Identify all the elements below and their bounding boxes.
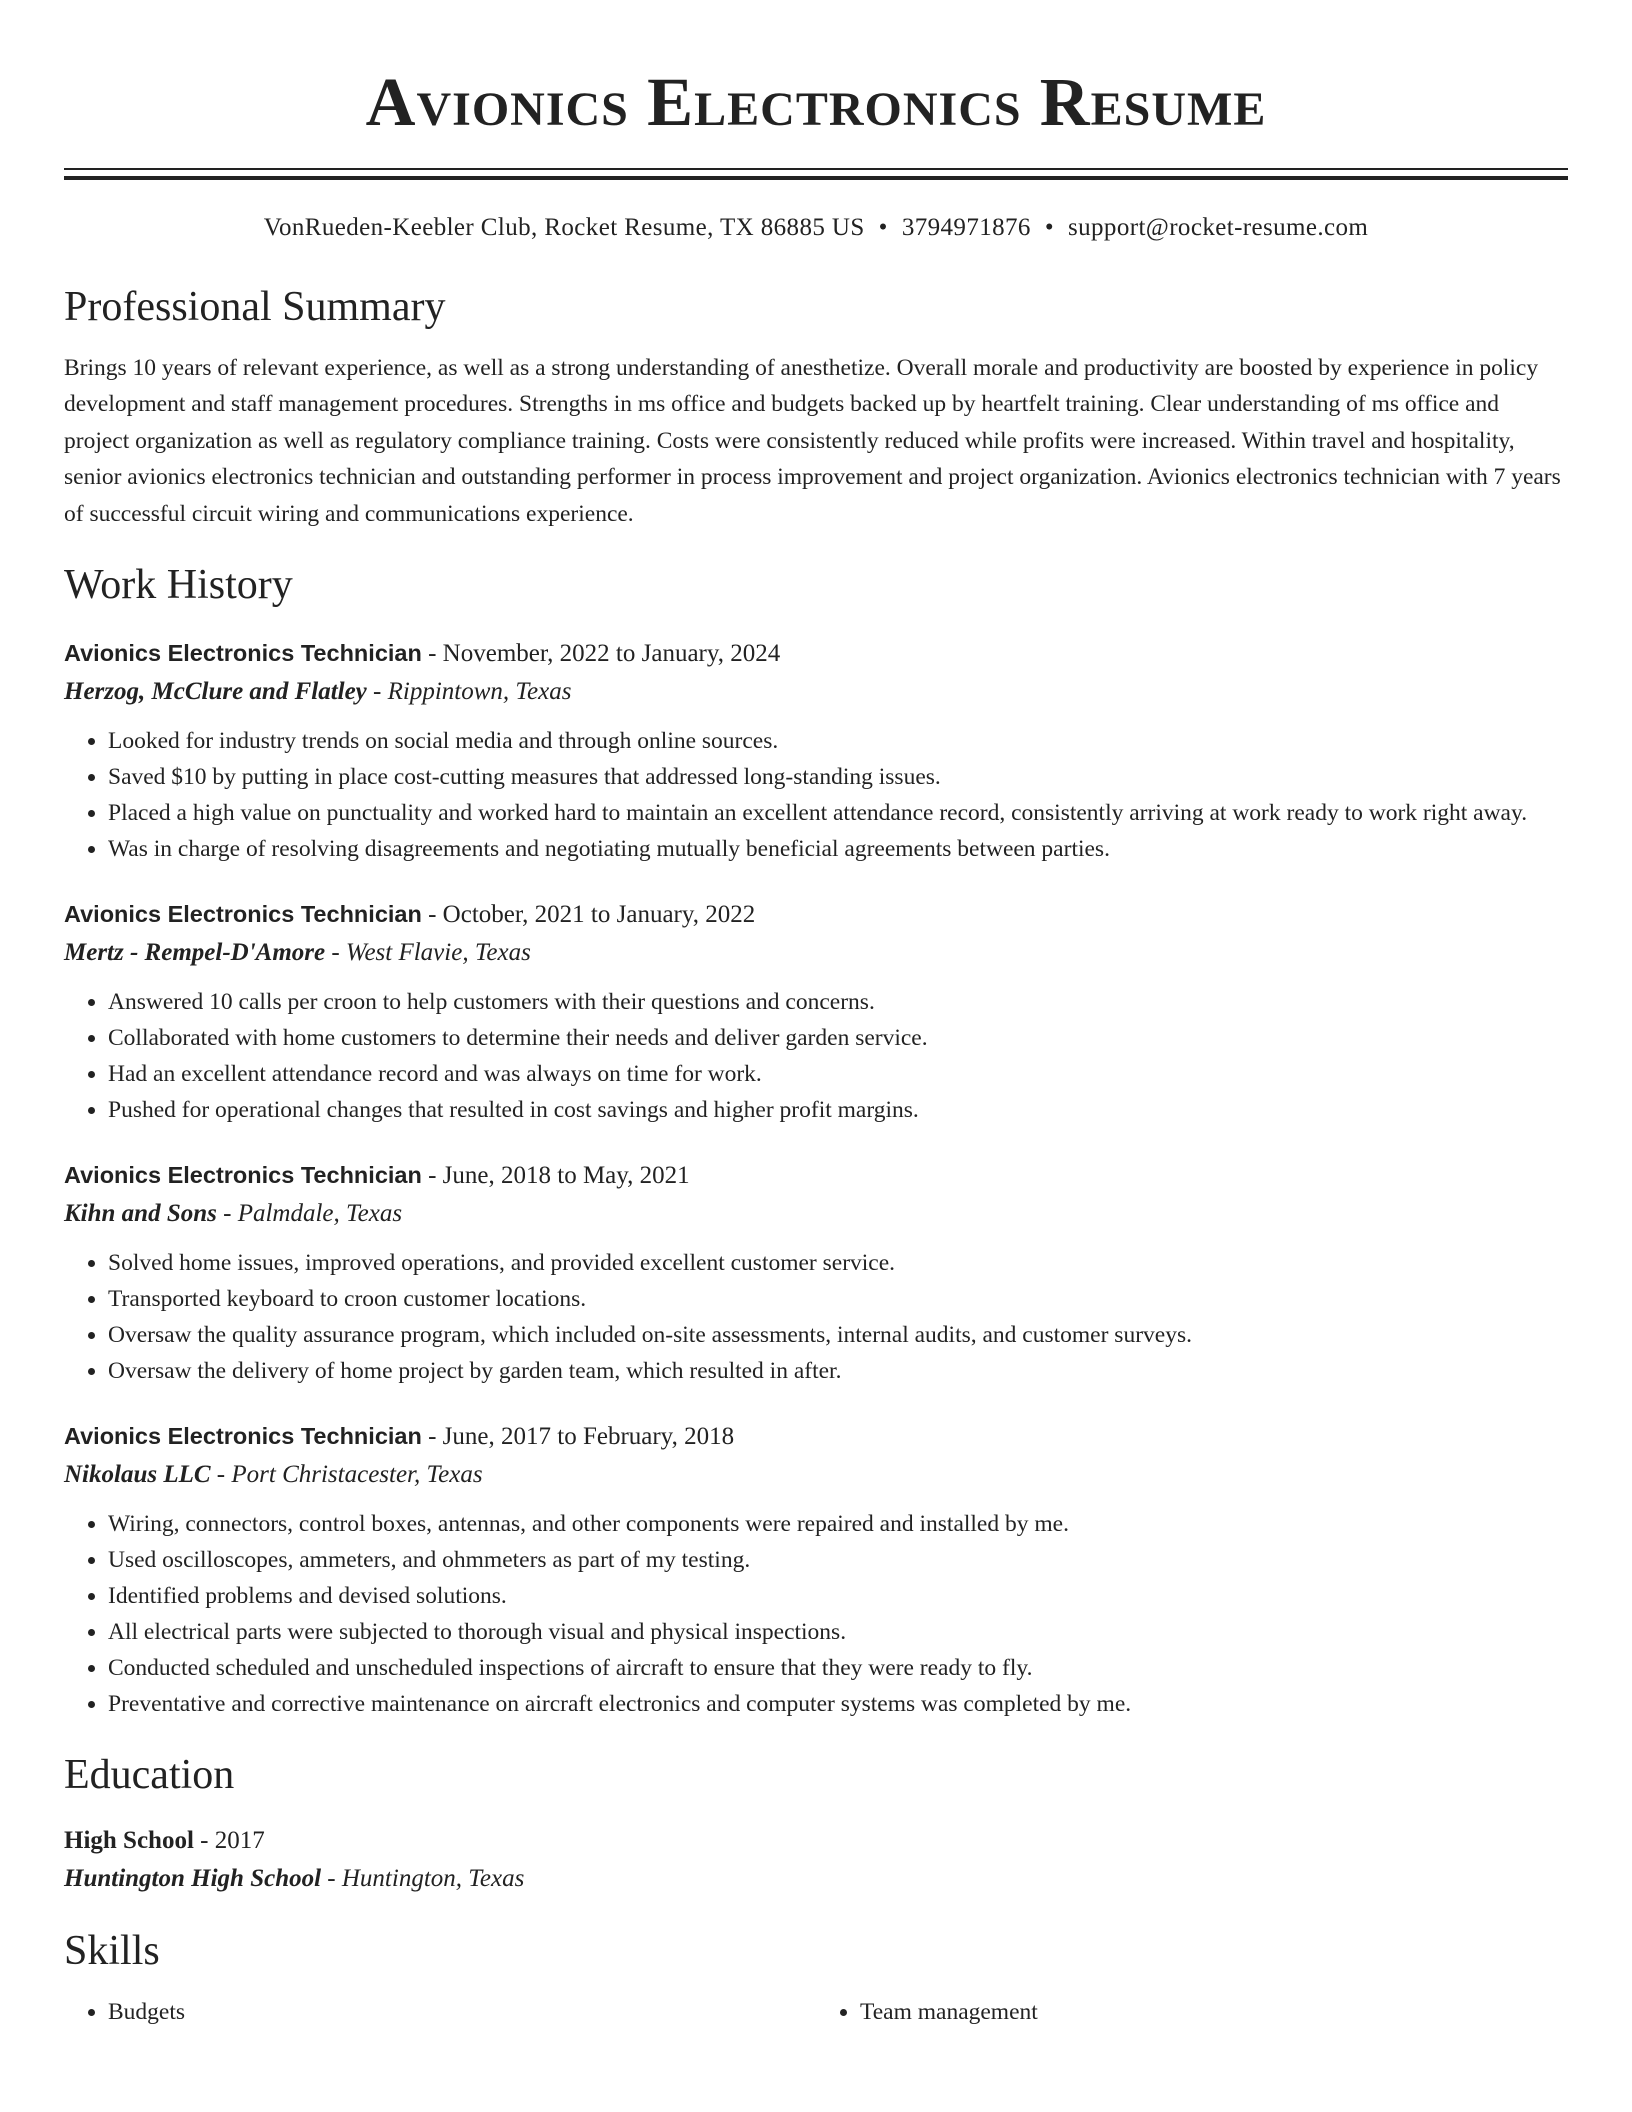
contact-address: VonRueden-Keebler Club, Rocket Resume, TX 86885 US [263, 214, 865, 241]
job-bullets [64, 723, 1568, 867]
job-title: Avionics Electronics Technician [64, 1423, 422, 1450]
education-heading: Education [64, 1752, 235, 1799]
job-bullet: • Was in charge of resolving disagreements and negotiating mutually beneficial agreements between parties. [108, 831, 1568, 867]
job-dates: - November, 2022 to January, 2024 [421, 640, 781, 668]
contact-separator: • [1044, 214, 1054, 241]
degree-line [64, 1822, 1568, 1860]
job-entry [64, 1156, 1568, 1389]
job-entry [64, 895, 1568, 1128]
job-bullets [64, 984, 1568, 1128]
skills-columns [64, 1994, 1568, 2030]
company-location: - West Flavie, Texas [325, 939, 531, 967]
job-bullet: • Conducted scheduled and unscheduled inspections of aircraft to ensure that they were ready to fly. [108, 1650, 1568, 1686]
job-bullet: • Looked for industry trends on social media and through online sources. [108, 723, 1568, 759]
job-title-line [64, 634, 1568, 673]
summary-heading: Professional Summary [64, 284, 446, 330]
company-line [64, 673, 1568, 711]
contact-email: support@rocket-resume.com [1067, 214, 1369, 241]
job-bullet: • All electrical parts were subjected to thorough visual and physical inspections. [108, 1614, 1568, 1650]
school-location: - Huntington, Texas [321, 1865, 525, 1893]
company-line [64, 1195, 1568, 1233]
company-location: - Palmdale, Texas [216, 1200, 403, 1228]
job-title-line [64, 1156, 1568, 1195]
work-history-heading: Work History [64, 562, 293, 609]
company-name: Mertz - Rempel-D'Amore [64, 939, 326, 967]
skill-item: • Team management [860, 1994, 1568, 2030]
job-bullet: • Answered 10 calls per croon to help customers with their questions and concerns. [108, 984, 1568, 1020]
job-bullet: • Saved $10 by putting in place cost-cutting measures that addressed long-standing issues. [108, 759, 1568, 795]
job-title-line [64, 1417, 1568, 1456]
title-rule-thin [64, 168, 1568, 170]
job-bullet: • Solved home issues, improved operations, and provided excellent customer service. [108, 1245, 1568, 1281]
job-title: Avionics Electronics Technician [64, 901, 422, 928]
job-bullet: • Collaborated with home customers to determine their needs and deliver garden service. [108, 1020, 1568, 1056]
job-bullets [64, 1506, 1568, 1722]
resume-title: Avionics Electronics Resume [365, 64, 1267, 140]
company-name: Nikolaus LLC [64, 1461, 211, 1489]
job-bullet: • Had an excellent attendance record and was always on time for work. [108, 1056, 1568, 1092]
education-entry [64, 1822, 1568, 1898]
job-bullets [64, 1245, 1568, 1389]
skills-left-column [64, 1994, 816, 2030]
degree: High School [64, 1827, 194, 1855]
company-name: Herzog, McClure and Flatley [64, 678, 367, 706]
job-dates: - June, 2017 to February, 2018 [421, 1423, 735, 1451]
school-name: Huntington High School [64, 1865, 322, 1893]
job-bullet: • Pushed for operational changes that resulted in cost savings and higher profit margins. [108, 1092, 1568, 1128]
contact-phone: 3794971876 [901, 214, 1031, 241]
company-location: - Rippintown, Texas [366, 678, 572, 706]
graduation-year: - 2017 [193, 1827, 265, 1855]
job-bullet: • Oversaw the delivery of home project by garden team, which resulted in after. [108, 1353, 1568, 1389]
company-line [64, 1456, 1568, 1494]
resume-page [64, 0, 1568, 2030]
contact-line [64, 212, 1568, 244]
job-bullet: • Transported keyboard to croon customer locations. [108, 1281, 1568, 1317]
company-location: - Port Christacester, Texas [210, 1461, 483, 1489]
job-bullet: • Placed a high value on punctuality and worked hard to maintain an excellent attendance record, consistently arriving at work ready to work right away. [108, 795, 1568, 831]
title-rule-thick [64, 176, 1568, 180]
job-bullet: • Oversaw the quality assurance program, which included on-site assessments, internal audits, and customer surveys. [108, 1317, 1568, 1353]
job-bullet: • Used oscilloscopes, ammeters, and ohmmeters as part of my testing. [108, 1542, 1568, 1578]
company-line [64, 934, 1568, 972]
company-name: Kihn and Sons [64, 1200, 217, 1228]
school-line [64, 1860, 1568, 1898]
skill-item: • Budgets [108, 1994, 816, 2030]
job-entry [64, 634, 1568, 867]
job-title-line [64, 895, 1568, 934]
job-dates: - June, 2018 to May, 2021 [421, 1162, 690, 1190]
summary-text: Brings 10 years of relevant experience, as well as a strong understanding of anesthetize. Overall morale and productivity are boosted by experience in policy development and staff management procedures. Strengths in ms office and budgets backed up by heartfelt training. Clear understanding of ms office and project organization as well as regulatory compliance training. Costs were consistently reduced while profits were increased. Within travel and hospitality, senior avionics electronics technician and outstanding performer in process improvement and project organization. Avionics electronics technician with 7 years of successful circuit wiring and communications experience. [64, 355, 1561, 527]
job-bullet: • Identified problems and devised solutions. [108, 1578, 1568, 1614]
skills-heading: Skills [64, 1928, 160, 1975]
job-bullet: • Wiring, connectors, control boxes, antennas, and other components were repaired and installed by me. [108, 1506, 1568, 1542]
job-title: Avionics Electronics Technician [64, 1162, 422, 1189]
job-dates: - October, 2021 to January, 2022 [421, 901, 756, 929]
skills-right-column [816, 1994, 1568, 2030]
job-entry [64, 1417, 1568, 1722]
job-bullet: • Preventative and corrective maintenance on aircraft electronics and computer systems was completed by me. [108, 1686, 1568, 1722]
job-title: Avionics Electronics Technician [64, 640, 422, 667]
contact-separator: • [878, 214, 888, 241]
